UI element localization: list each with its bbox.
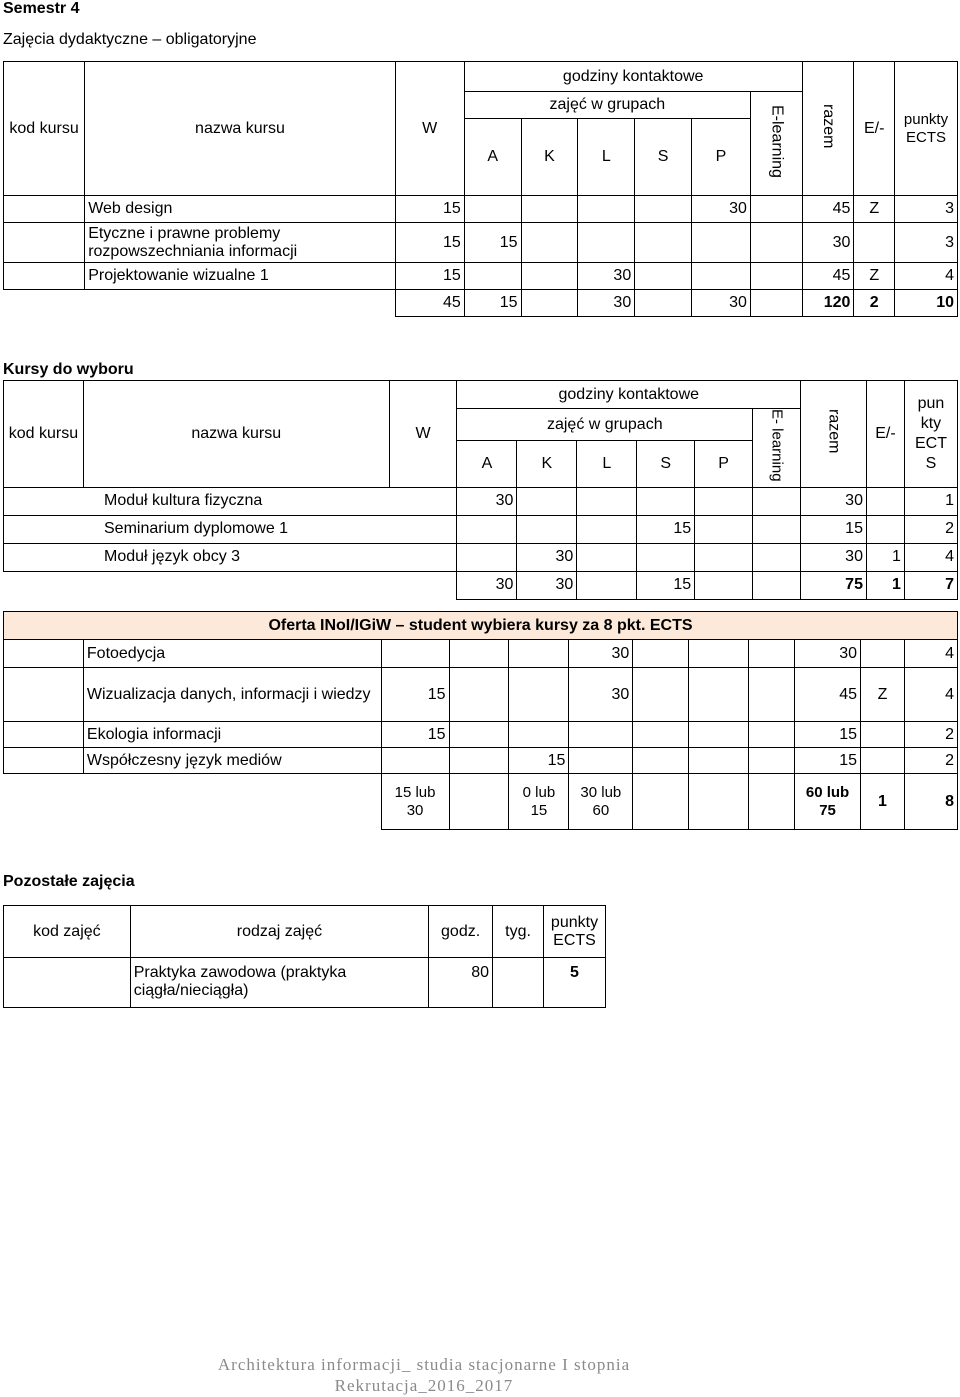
footer-line1: Architektura informacji_ studia stacjonarne I stopnia [217, 1355, 631, 1374]
header-k: K [521, 119, 578, 196]
table-row: Wizualizacja danych, informacji i wiedzy 15 30 45 Z 4 [4, 668, 958, 722]
offer-header: Oferta INoI/IGiW – student wybiera kursy za 8 pkt. ECTS [4, 612, 958, 640]
section-subtitle: Zajęcia dydaktyczne – obligatoryjne [3, 31, 257, 48]
header-ects: punkty ECTS [544, 906, 606, 958]
header-w: W [389, 381, 457, 488]
header-godziny: godziny kontaktowe [464, 62, 802, 92]
header-elearning: E-learning [750, 92, 802, 196]
header-elearning: E- learning [753, 409, 801, 488]
sum-row: 30 30 15 75 1 7 [4, 571, 958, 599]
table-row: Moduł kultura fizyczna 30 30 1 [4, 487, 958, 515]
table-row: Moduł język obcy 3 30 30 1 4 [4, 543, 958, 571]
table-row: Web design 15 30 45 Z 3 [4, 196, 958, 223]
sum-row: 15 lub 30 0 lub 15 30 lub 60 60 lub 75 1 8 [4, 774, 958, 830]
electives-table: kod kursu nazwa kursu W godziny kontaktowe razem E/- pun kty ECT S zajęć w grupach E- learning A K L S P Moduł kultura fizyczna 30 30 1 Seminarium dyplomowe 1 15 15 2 Moduł język obcy 3 30 30 1 4 30 30 15 75 1 7 [3, 380, 958, 600]
header-razem: razem [802, 62, 854, 196]
table-row: Fotoedycja 30 30 4 [4, 640, 958, 668]
header-e: E/- [854, 62, 895, 196]
sum-row: 45 15 30 30 120 2 10 [4, 290, 958, 317]
table-row: Seminarium dyplomowe 1 15 15 2 [4, 515, 958, 543]
table-row: Etyczne i prawne problemy rozpowszechniania informacji 15 15 30 3 [4, 223, 958, 263]
electives-title: Kursy do wyboru [3, 361, 134, 378]
header-rodzaj: rodzaj zajęć [130, 906, 428, 958]
offer-table [3, 611, 958, 830]
header-e: E/- [866, 381, 904, 488]
header-tyg: tyg. [493, 906, 544, 958]
header-godz: godz. [429, 906, 493, 958]
header-razem: razem [801, 381, 867, 488]
header-kod: kod kursu [4, 62, 85, 196]
header-godziny: godziny kontaktowe [457, 381, 801, 409]
table-row: Współczesny język mediów 15 15 2 [4, 748, 958, 774]
other-classes-table [3, 905, 606, 1008]
header-nazwa: nazwa kursu [83, 381, 389, 488]
header-ects: pun kty ECT S [904, 381, 957, 488]
table-row: Projektowanie wizualne 1 15 30 45 Z 4 [4, 263, 958, 290]
table-row: Ekologia informacji 15 15 2 [4, 722, 958, 748]
other-title: Pozostałe zajęcia [3, 873, 135, 890]
header-a: A [464, 119, 521, 196]
header-l: L [578, 119, 635, 196]
header-s: S [635, 119, 692, 196]
table-row: Praktyka zawodowa (praktyka ciągła/nieciągła) 80 5 [4, 958, 606, 1008]
header-zajec: zajęć w grupach [464, 92, 750, 119]
header-w: W [395, 62, 464, 196]
footer-line2: Rekrutacja_2016_2017 [334, 1376, 514, 1395]
header-kod-zajec: kod zajęć [4, 906, 131, 958]
header-nazwa: nazwa kursu [85, 62, 396, 196]
header-ects: punkty ECTS [895, 62, 958, 196]
header-p: P [692, 119, 751, 196]
header-kod: kod kursu [4, 381, 84, 488]
semester-title: Semestr 4 [3, 0, 80, 17]
obligatory-courses-table [3, 61, 958, 317]
header-zajec: zajęć w grupach [457, 409, 753, 441]
